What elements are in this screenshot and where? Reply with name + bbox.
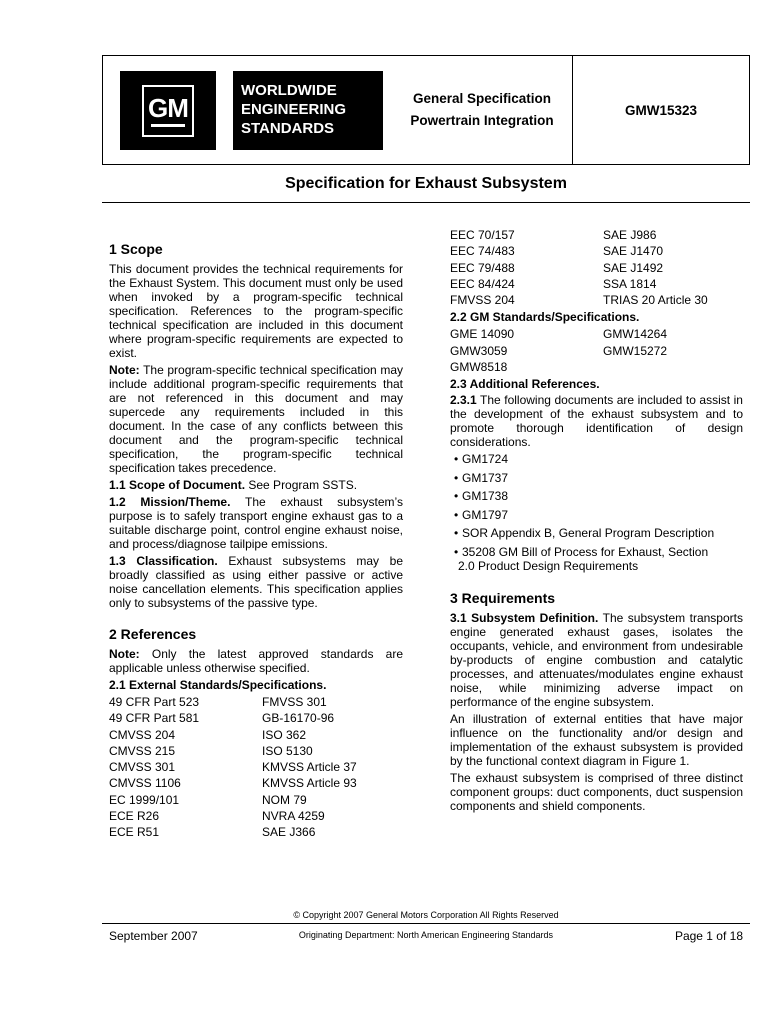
section-1-3: [109, 554, 403, 610]
wes-line-3: STANDARDS: [241, 120, 335, 137]
table-row: [109, 710, 403, 726]
table-cell: ISO 5130: [262, 743, 313, 758]
table-row: [450, 292, 743, 308]
worldwide-engineering-standards-banner: [233, 71, 383, 150]
table-cell: CMVSS 215: [109, 743, 176, 758]
table-row: [450, 243, 743, 259]
table-row: [109, 743, 403, 759]
section-3-1: [450, 611, 743, 709]
table-cell: EC 1999/101: [109, 792, 180, 807]
table-cell: ECE R26: [109, 809, 160, 824]
table-row: [450, 343, 743, 359]
table-row: [109, 727, 403, 743]
right-column: [450, 227, 743, 816]
table-row: [450, 276, 743, 292]
table-cell: SSA 1814: [603, 276, 657, 291]
section-2-3-1-text: The following documents are included to assist in the development of the exhaust subsystem and to promote thorough identification of design considerations.: [450, 393, 743, 450]
spec-category: [393, 56, 571, 164]
bullet-icon: •: [454, 544, 459, 559]
references-note-label: Note:: [109, 647, 140, 661]
scope-note: [109, 363, 403, 475]
table-row: [450, 227, 743, 243]
list-item-text: GM1724: [462, 452, 509, 467]
gm-logo-text: GM: [148, 92, 188, 123]
table-cell: GMW15272: [603, 343, 668, 358]
table-row: [450, 260, 743, 276]
left-column: [109, 240, 403, 841]
table-cell: TRIAS 20 Article 30: [603, 293, 708, 308]
table-cell: EEC 74/483: [450, 244, 515, 259]
table-row: [450, 326, 743, 342]
table-row: [450, 359, 743, 375]
list-item: [450, 489, 743, 503]
section-1-3-text: Exhaust subsystems may be broadly classified as using either passive or active noise cancellation elements. This specification applies only to subsystems of the passive type.: [109, 554, 404, 610]
table-cell: SAE J986: [603, 228, 657, 242]
footer-rule: [102, 923, 750, 924]
table-cell: EEC 84/424: [450, 276, 515, 291]
table-cell: KMVSS Article 37: [262, 760, 357, 775]
table-cell: 49 CFR Part 523: [109, 695, 200, 709]
table-cell: EEC 79/488: [450, 260, 515, 275]
document-header: [102, 55, 750, 165]
section-1-2-text: The exhaust subsystem’s purpose is to safely transport engine exhaust gas to a suitable discharge point, control engine exhaust noise, and process/diagnose tailpipe emissions.: [109, 495, 403, 551]
list-item: [450, 471, 743, 485]
note-text: The program-specific technical specification may include additional program-specific requirements that are not referenced in this document and may supercede any requirements included in this document. In the case of any conflicts between this document and the program-specific technical specification, the program-specific technical specification takes precedence.: [109, 363, 403, 475]
bullet-icon: •: [454, 489, 459, 504]
spec-category-line-2: Powertrain Integration: [410, 113, 554, 128]
scope-heading: 1 Scope: [109, 241, 163, 257]
table-cell: GMW14264: [603, 327, 668, 342]
references-heading: 2 References: [109, 626, 197, 642]
bullet-icon: •: [454, 470, 459, 485]
section-1-2-label: 1.2 Mission/Theme.: [109, 495, 231, 509]
document-title: Specification for Exhaust Subsystem: [285, 175, 567, 192]
list-item: [450, 545, 743, 573]
section-3-1-text: The subsystem transports engine generated exhaust gases, isolates the occupants, vehicle, and environment from undesirable by-products of engine combustion and catalytic processes, and attenuates/modulates engine exhaust noise, while minimizing adverse impact on performance of the engine subsystem.: [450, 611, 743, 710]
table-cell: FMVSS 301: [262, 695, 327, 709]
table-cell: KMVSS Article 93: [262, 776, 357, 791]
references-note-text: Only the latest approved standards are applicable unless otherwise specified.: [109, 647, 403, 675]
section-1-1: [109, 478, 403, 492]
table-cell: 49 CFR Part 581: [109, 711, 200, 726]
table-row: [109, 694, 403, 710]
gm-standards-table: [450, 326, 743, 375]
table-row: [109, 808, 403, 824]
table-row: [109, 759, 403, 775]
table-cell: ECE R51: [109, 825, 160, 840]
page-number: Page 1 of 18: [674, 929, 743, 943]
table-cell: CMVSS 301: [109, 760, 176, 775]
list-item-text: 35208 GM Bill of Process for Exhaust, Section: [462, 544, 709, 559]
section-2-3-1: [450, 393, 743, 449]
document-number: GMW15323: [624, 102, 698, 118]
list-item: [450, 508, 743, 522]
publication-date: September 2007: [109, 929, 198, 943]
section-2-1-heading: 2.1 External Standards/Specifications.: [109, 678, 327, 692]
wes-line-2: ENGINEERING: [241, 101, 347, 118]
gm-logo: [120, 71, 216, 150]
table-cell: CMVSS 204: [109, 727, 176, 742]
requirements-heading: 3 Requirements: [450, 590, 556, 607]
section-1-3-label: 1.3 Classification.: [109, 554, 218, 568]
table-row: [109, 824, 403, 840]
list-item-text: GM1737: [462, 470, 509, 485]
bullet-icon: •: [454, 507, 459, 522]
list-item: [450, 526, 743, 540]
external-standards-table-continued: [450, 227, 743, 308]
bullet-icon: •: [454, 526, 459, 541]
table-cell: EEC 70/157: [450, 228, 515, 242]
copyright-notice: © Copyright 2007 General Motors Corporation All Rights Reserved: [293, 910, 559, 920]
spec-category-line-1: General Specification: [412, 91, 552, 106]
list-item-text: GM1738: [462, 489, 509, 504]
table-cell: FMVSS 204: [450, 293, 515, 308]
table-cell: GMW8518: [450, 360, 508, 375]
list-item: [450, 452, 743, 466]
table-cell: CMVSS 1106: [109, 776, 181, 791]
note-label: Note:: [109, 363, 140, 377]
list-item-text: GM1797: [462, 507, 509, 522]
context-paragraph: An illustration of external entities that have major influence on the functionality and/or design and implementation of the exhaust subsystem is provided by the functional context diagram in Figure 1.: [450, 712, 743, 769]
table-cell: SAE J366: [262, 825, 316, 840]
table-cell: ISO 362: [262, 727, 307, 742]
gm-logo-box: [142, 85, 194, 137]
table-row: [109, 792, 403, 808]
gm-logo-underline: [151, 124, 185, 127]
bullet-icon: •: [454, 452, 459, 467]
list-item-text: SOR Appendix B, General Program Description: [462, 526, 715, 541]
table-cell: GME 14090: [450, 327, 515, 342]
components-paragraph: The exhaust subsystem is comprised of three distinct component groups: duct components, duct suspension components and shield components.: [450, 771, 743, 814]
table-cell: SAE J1492: [603, 260, 664, 275]
section-2-2-heading: 2.2 GM Standards/Specifications.: [450, 310, 640, 325]
section-1-1-text: See Program SSTS.: [248, 478, 358, 492]
list-item-continuation: 2.0 Product Design Requirements: [458, 558, 639, 573]
section-2-3-1-label: 2.3.1: [450, 393, 477, 408]
section-1-2: [109, 495, 403, 551]
section-2-3-heading: 2.3 Additional References.: [450, 377, 600, 392]
table-cell: SAE J1470: [603, 244, 664, 259]
table-cell: GB-16170-96: [262, 711, 335, 726]
table-cell: NOM 79: [262, 792, 307, 807]
scope-paragraph: This document provides the technical requirements for the Exhaust System. This document must only be used when invoked by a program-specific technical specification. References to the program-specific technical specification are included in this document where program-specific requirements are expected to exist.: [109, 262, 403, 360]
section-1-1-label: 1.1 Scope of Document.: [109, 478, 246, 492]
wes-line-1: WORLDWIDE: [241, 82, 337, 99]
table-cell: NVRA 4259: [262, 809, 325, 824]
table-cell: GMW3059: [450, 343, 508, 358]
external-standards-table: [109, 694, 403, 841]
title-rule: [102, 202, 750, 203]
references-note: [109, 647, 403, 675]
table-row: [109, 775, 403, 791]
section-3-1-label: 3.1 Subsystem Definition.: [450, 611, 599, 626]
originating-department: Originating Department: North American Engineering Standards: [298, 930, 554, 940]
table-cell: [603, 359, 743, 375]
